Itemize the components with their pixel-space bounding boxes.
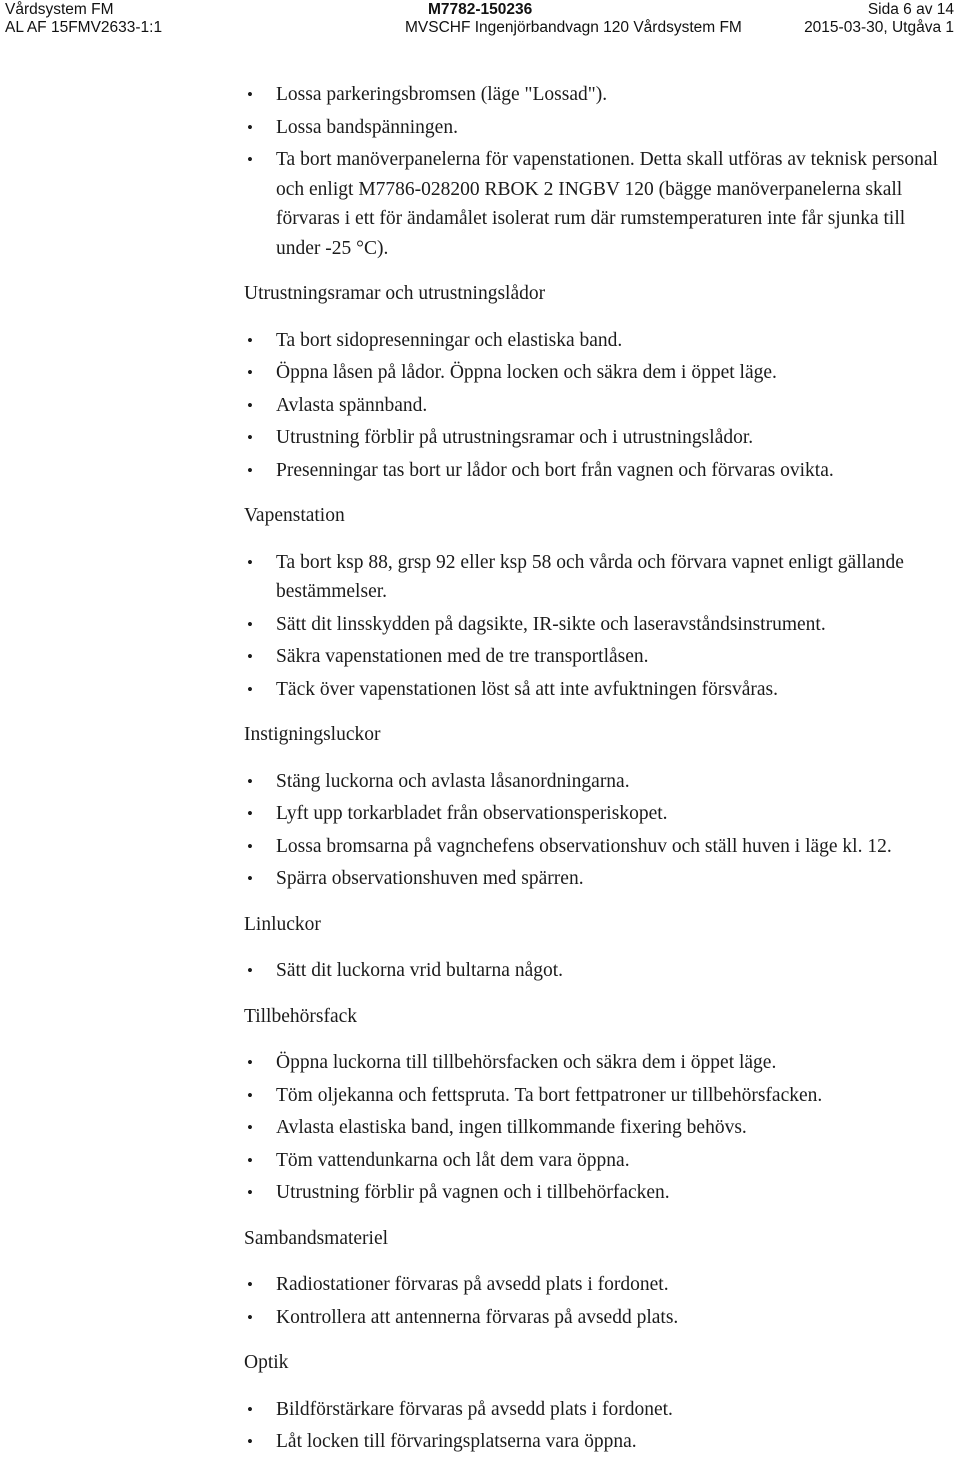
section-heading-optik: Optik — [244, 1352, 289, 1373]
bullet-icon: • — [247, 836, 253, 856]
header-document-number: M7782-150236 — [428, 1, 533, 18]
bullet-icon: • — [247, 614, 253, 634]
section-heading-tillbehorsfack: Tillbehörsfack — [244, 1005, 358, 1027]
bullet-icon: • — [247, 679, 253, 699]
bullet-icon: • — [247, 804, 253, 823]
bullet-icon: • — [247, 1085, 253, 1105]
section-list-linluckor — [0, 956, 960, 986]
bullet-icon: • — [247, 150, 253, 169]
bullet-icon: • — [247, 1183, 253, 1202]
list-item: • Lossa bandspänningen. — [276, 113, 954, 143]
bullet-icon: • — [247, 395, 253, 415]
section-heading-sambandsmateriel: Sambandsmateriel — [244, 1227, 389, 1249]
bullet-icon: • — [247, 1118, 253, 1137]
bullet-icon: • — [247, 1432, 253, 1451]
bullet-icon: • — [247, 647, 253, 666]
list-item: • Avlasta elastiska band, ingen tillkommande fixering behövs. — [276, 1113, 954, 1143]
list-item: • Kontrollera att antennerna förvaras på avsedd plats. — [276, 1303, 954, 1333]
list-item: • Låt locken till förvaringsplatserna vara öppna. — [276, 1427, 954, 1457]
list-item: • Avlasta spännband. — [276, 391, 954, 421]
list-item: • Utrustning förblir på utrustningsramar och i utrustningslådor. — [276, 423, 954, 453]
header-page-number: Sida 6 av 14 — [867, 1, 954, 18]
page-header — [0, 0, 960, 48]
list-item: • Stäng luckorna och avlasta låsanordningarna. — [276, 767, 954, 797]
header-document-title: MVSCHF Ingenjörbandvagn 120 Vårdsystem FM — [405, 19, 742, 36]
list-item: • Utrustning förblir på vagnen och i tillbehörfacken. — [276, 1178, 954, 1208]
section-heading-utrustningsramar: Utrustningsramar och utrustningslådor — [244, 283, 546, 304]
bullet-icon: • — [247, 460, 253, 480]
document-body — [0, 80, 960, 1460]
bullet-icon: • — [247, 869, 253, 888]
section-list-vapenstation — [0, 548, 960, 705]
section-list-sambandsmateriel — [0, 1270, 960, 1332]
header-system-name: Vårdsystem FM — [5, 1, 114, 18]
section-heading-instigningsluckor: Instigningsluckor — [244, 724, 381, 745]
header-date-edition: 2015-03-30, Utgåva 1 — [804, 19, 954, 36]
list-item: • Öppna luckorna till tillbehörsfacken och säkra dem i öppet läge. — [276, 1048, 954, 1078]
list-item: • Sätt dit luckorna vrid bultarna något. — [276, 956, 954, 986]
list-item: • Bildförstärkare förvaras på avsedd plats i fordonet. — [276, 1395, 954, 1425]
list-item: • Presenningar tas bort ur lådor och bort från vagnen och förvaras ovikta. — [276, 456, 954, 486]
bullet-icon: • — [247, 552, 253, 572]
list-item: • Spärra observationshuven med spärren. — [276, 864, 954, 894]
bullet-icon: • — [247, 330, 253, 350]
section-list-tillbehorsfack — [0, 1048, 960, 1208]
list-item: • Töm vattendunkarna och låt dem vara öppna. — [276, 1146, 954, 1176]
bullet-icon: • — [247, 117, 253, 137]
list-item: • Öppna låsen på lådor. Öppna locken och säkra dem i öppet läge. — [276, 358, 954, 388]
bullet-icon: • — [247, 1150, 253, 1170]
header-row-1 — [5, 0, 954, 19]
section-list-instigningsluckor — [0, 767, 960, 894]
list-item: • Ta bort manöverpanelerna för vapenstationen. Detta skall utföras av teknisk personal och enligt M7786-028200 RBOK 2 INGBV 120 (bägge manöverpanelerna skall förvaras i ett för ändamålet isolerat rum där rumstemperaturen inte får sjunka till under -25 °C). — [276, 145, 954, 263]
list-item: • Lossa parkeringsbromsen (läge "Lossad"). — [276, 80, 954, 110]
list-item: • Sätt dit linsskydden på dagsikte, IR-sikte och laseravståndsinstrument. — [276, 610, 954, 640]
section-list-utrustningsramar — [0, 326, 960, 486]
list-item: • Ta bort sidopresenningar och elastiska band. — [276, 326, 954, 356]
bullet-icon: • — [247, 363, 253, 382]
bullet-icon: • — [247, 1053, 253, 1072]
list-item: • Ta bort ksp 88, grsp 92 eller ksp 58 och vårda och förvara vapnet enligt gällande bestämmelser. — [276, 548, 954, 607]
bullet-icon: • — [247, 85, 253, 104]
list-item: • Lyft upp torkarbladet från observationsperiskopet. — [276, 799, 954, 829]
bullet-icon: • — [247, 1307, 253, 1327]
bullet-icon: • — [247, 771, 253, 791]
section-heading-linluckor: Linluckor — [244, 913, 321, 935]
intro-list — [0, 80, 960, 263]
list-item: • Lossa bromsarna på vagnchefens observationshuv och ställ huven i läge kl. 12. — [276, 832, 954, 862]
section-heading-vapenstation: Vapenstation — [244, 505, 345, 526]
header-row-2 — [5, 18, 954, 37]
list-item: • Radiostationer förvaras på avsedd plats i fordonet. — [276, 1270, 954, 1300]
list-item: • Töm oljekanna och fettspruta. Ta bort fettpatroner ur tillbehörsfacken. — [276, 1081, 954, 1111]
header-reference: AL AF 15FMV2633-1:1 — [5, 19, 163, 36]
bullet-icon: • — [247, 1275, 253, 1294]
bullet-icon: • — [247, 1399, 253, 1419]
list-item: • Täck över vapenstationen löst så att inte avfuktningen försvåras. — [276, 675, 954, 705]
bullet-icon: • — [247, 428, 253, 447]
bullet-icon: • — [247, 961, 253, 980]
list-item: • Säkra vapenstationen med de tre transportlåsen. — [276, 642, 954, 672]
